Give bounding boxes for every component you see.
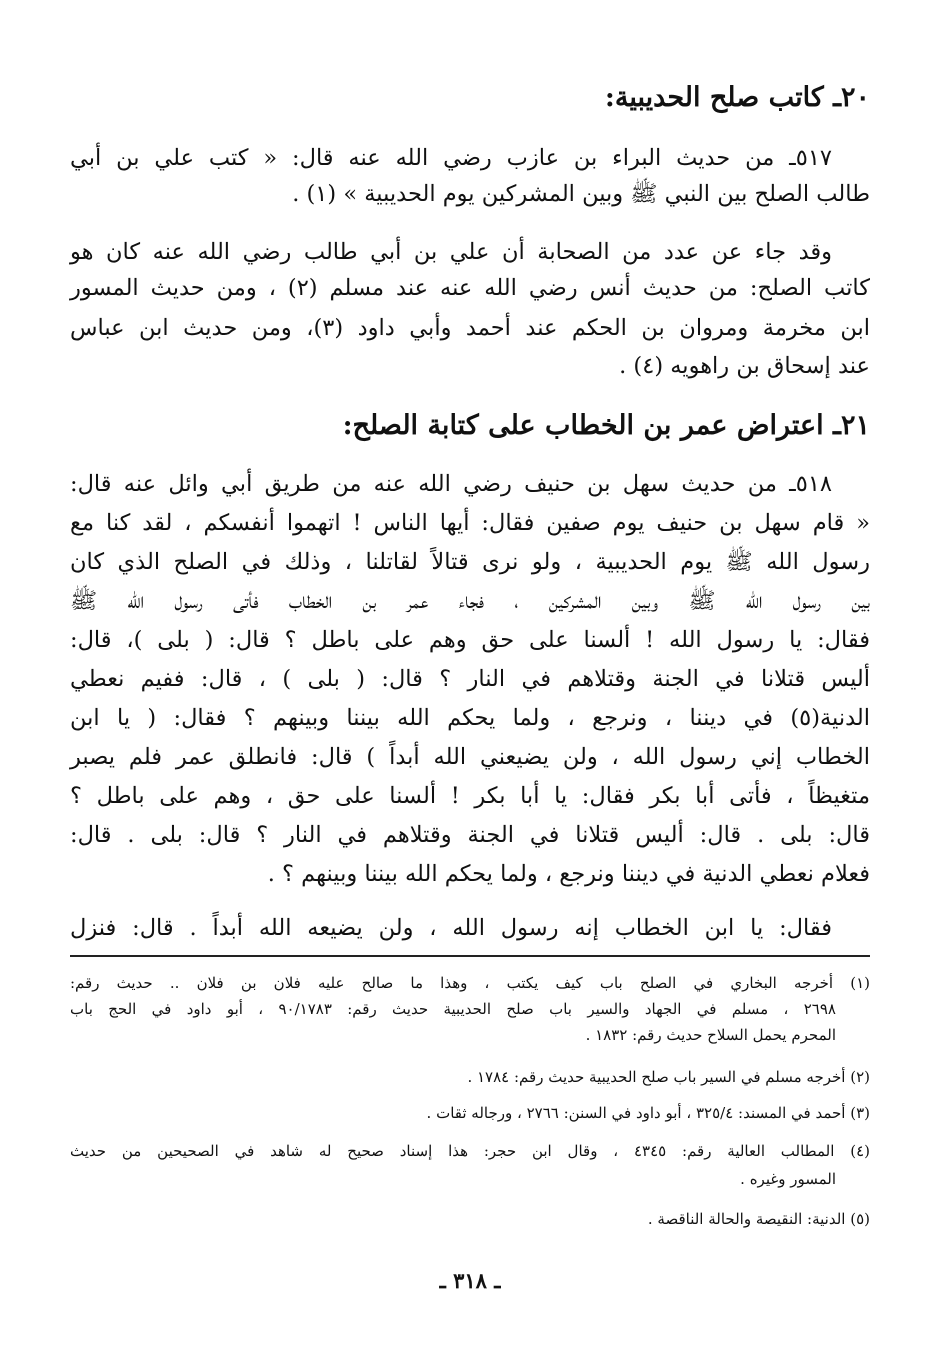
body-line: فعلام نعطي الدنية في ديننا ونرجع ، ولما يحكم الله بيننا وبينهم ؟ . xyxy=(267,861,870,887)
footnote-line: المحرم يحمل السلاح حديث رقم: ١٨٣٢ . xyxy=(585,1026,836,1044)
body-line: ٥١٨ـ من حديث سهل بن حنيف رضي الله عنه من طريق أبي وائل عنه قال: xyxy=(70,471,832,497)
body-line: كاتب الصلح: من حديث أنس رضي الله عنه عند مسلم (٢) ، ومن حديث المسور xyxy=(70,275,870,301)
body-line: « قام سهل بن حنيف يوم صفين فقال: أيها الناس ! اتهموا أنفسكم ، لقد كنا مع xyxy=(70,510,870,536)
page-number: ـ ٣١٨ ـ xyxy=(439,1268,501,1293)
body-line: رسول الله ﷺ يوم الحديبية ، ولو نرى قتالاً لقاتلنا ، وذلك في الصلح الذي كان xyxy=(70,549,870,575)
footnote-line: (١) أخرجه البخاري في الصلح باب كيف يكتب ، وهذا ما صالح عليه فلان بن فلان .. حديث رقم: xyxy=(70,974,870,992)
body-line: ابن مخرمة ومروان بن الحكم عند أحمد وأبي داود (٣)، ومن حديث ابن عباس xyxy=(70,315,870,341)
body-line: فقال: يا رسول الله ! ألسنا على حق وهم على باطل ؟ قال: ( بلى )، قال: xyxy=(70,627,870,653)
footnote-line: (٣) أحمد في المسند: ٣٢٥/٤ ، أبو داود في السنن: ٢٧٦٦ ، ورجاله ثقات . xyxy=(426,1104,870,1122)
body-line: قال: بلى . قال: أليس قتلانا في الجنة وقتلاهم في النار ؟ قال: بلى . قال: xyxy=(70,822,870,848)
body-line: وقد جاء عن عدد من الصحابة أن علي بن أبي طالب رضي الله عنه كان هو xyxy=(70,239,832,265)
footnote-line: ٢٦٩٨ ، مسلم في الجهاد والسير باب صلح الحديبية حديث رقم: ٩٠/١٧٨٣ ، أبو داود في الحج باب xyxy=(70,1000,836,1018)
body-line: ٥١٧ـ من حديث البراء بن عازب رضي الله عنه قال: « كتب علي بن أبي xyxy=(70,145,832,171)
body-line: متغيظاً ، فأتى أبا بكر فقال: يا أبا بكر ! ألسنا على حق ، وهم على باطل ؟ xyxy=(70,783,870,809)
body-line: عند إسحاق بن راهويه (٤) . xyxy=(619,353,870,379)
body-line: الخطاب إني رسول الله ، ولن يضيعني الله أبداً ) قال: فانطلق عمر فلم يصبر xyxy=(70,744,870,770)
footnote-line: المسور وغيره . xyxy=(740,1170,836,1188)
body-line: الدنية(٥) في ديننا ، ونرجع ، ولما يحكم الله بيننا وبينهم ؟ فقال: ( يا ابن xyxy=(70,705,871,731)
section-heading-20: ٢٠ـ كاتب صلح الحديبية: xyxy=(604,82,870,113)
body-line: فقال: يا ابن الخطاب إنه رسول الله ، ولن يضيعه الله أبداً . قال: فنزل xyxy=(70,915,832,941)
body-line: طالب الصلح بين النبي ﷺ وبين المشركين يوم الحديبية » (١) . xyxy=(292,181,870,207)
body-line: بين رسول الله ﷺ وبين المشركين ، فجاء عمر بن الخطاب فأتى رسول الله ﷺ xyxy=(70,588,870,614)
footnote-line: (٥) الدنية: النقيصة والحالة الناقصة . xyxy=(647,1210,870,1228)
section-heading-21: ٢١ـ اعتراض عمر بن الخطاب على كتابة الصلح: xyxy=(342,410,870,441)
footnote-line: (٤) المطالب العالية رقم: ٤٣٤٥ ، وقال ابن حجر: هذا إسناد صحيح له شاهد في الصحيحين من حديث xyxy=(70,1142,870,1160)
body-line: أليس قتلانا في الجنة وقتلاهم في النار ؟ قال: ( بلى ) ، قال: ففيم نعطي xyxy=(70,666,870,692)
footnote-line: (٢) أخرجه مسلم في السير باب صلح الحديبية حديث رقم: ١٧٨٤ . xyxy=(467,1068,870,1086)
footnote-divider xyxy=(70,955,870,957)
